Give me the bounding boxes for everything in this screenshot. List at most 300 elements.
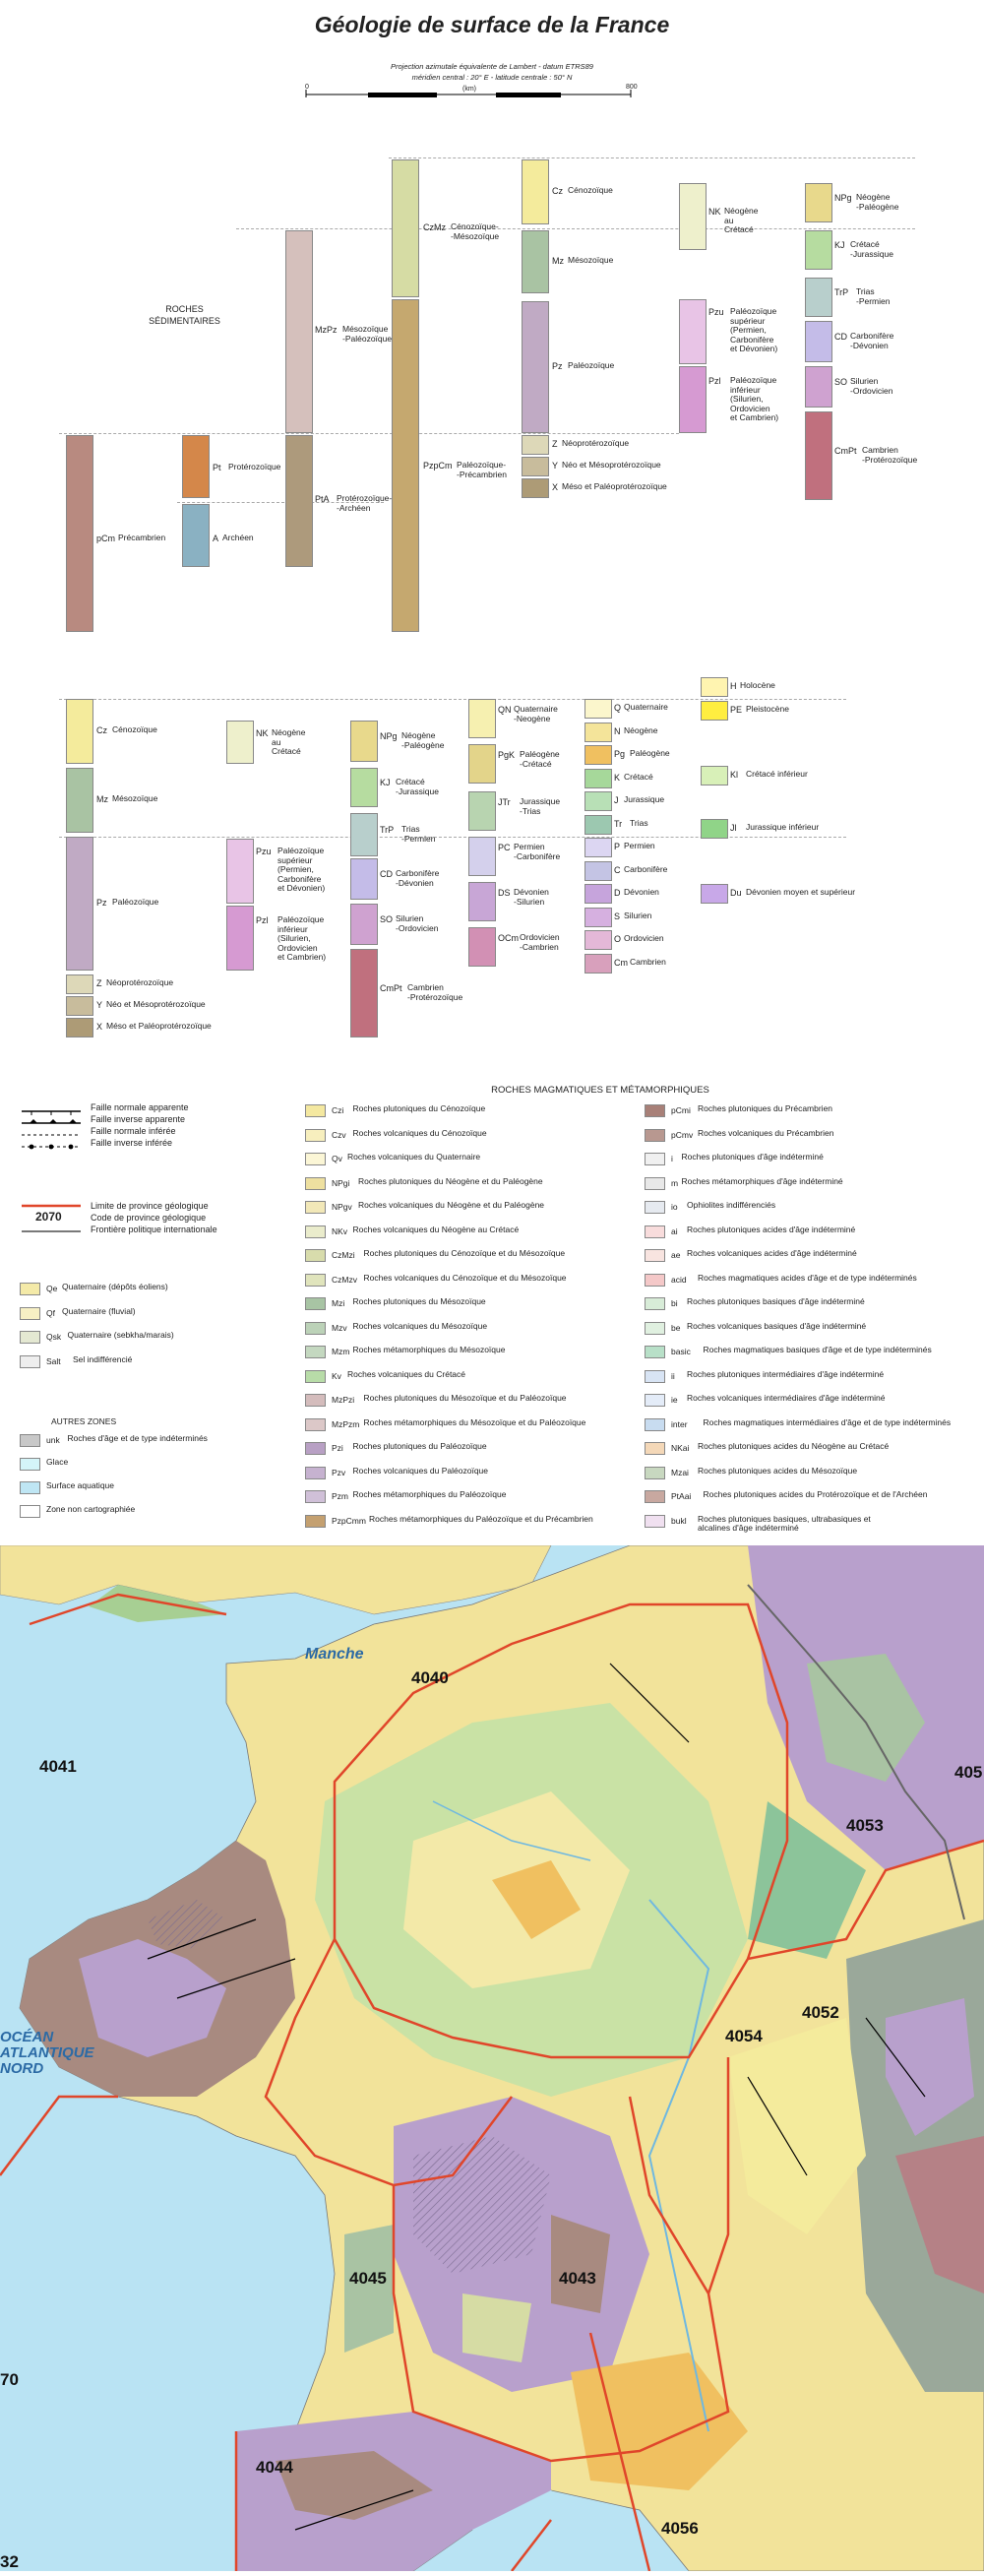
scale-unit: (km) xyxy=(462,86,476,93)
page-title: Géologie de surface de la France xyxy=(314,12,670,37)
c2-colC-0-swatch xyxy=(350,721,378,762)
projection-note xyxy=(0,61,984,83)
scale-start: 0 xyxy=(305,84,309,91)
lm1-label-1: Roches volcaniques du Cénozoïque xyxy=(352,1127,487,1138)
c1-col7-5-label: Cambrien -Protérozoïque xyxy=(862,445,918,465)
lm1-label-11: Roches volcaniques du Crétacé xyxy=(347,1368,466,1379)
lm1-swatch-9 xyxy=(305,1322,326,1335)
lm1-code-15: Pzv xyxy=(332,1467,346,1477)
connector-line xyxy=(59,837,846,838)
c2-colA-5-code: X xyxy=(96,1022,103,1032)
lm1-swatch-5 xyxy=(305,1225,326,1238)
lm2-code-9: be xyxy=(671,1322,681,1333)
c1-czmz-label: Cénozoïque- -Mésozoïque xyxy=(451,221,500,241)
c1-col5-0-label: Cénozoïque xyxy=(568,185,613,195)
lm1-label-16: Roches métamorphiques du Paléozoïque xyxy=(352,1489,507,1499)
c1-col7-5-code: CmPt xyxy=(834,446,857,456)
c2-colE-9-code: S xyxy=(614,911,621,921)
c2-colD-2-code: JTr xyxy=(498,797,511,807)
province-4044: 4044 xyxy=(256,2458,293,2477)
c2-pzl-label: Paléozoïque inférieur (Silurien, Ordovicien et Cambrien) xyxy=(277,914,327,962)
lm1-swatch-16 xyxy=(305,1490,326,1503)
c1-col5-1-label: Mésozoïque xyxy=(568,255,614,265)
c2-colD-4-label: Dévonien -Silurien xyxy=(514,887,549,907)
projection-line-1: Projection azimutale équivalente de Lambert - datum ETRS89 xyxy=(391,62,593,71)
lm1-label-4: Roches volcaniques du Néogène et du Paléogène xyxy=(358,1200,545,1210)
lm2-swatch-2 xyxy=(645,1153,665,1165)
c1-col5-2-swatch xyxy=(522,301,549,433)
lq-code-0: Qe xyxy=(46,1284,58,1293)
c2-colD-5-label: Ordovicien -Cambrien xyxy=(520,932,560,952)
projection-line-2: méridien central : 20° E - latitude centrale : 50° N xyxy=(411,73,573,82)
c1-col5-3-code: Z xyxy=(552,439,558,449)
lm1-code-17: PzpCmm xyxy=(332,1515,366,1526)
lq-swatch-0 xyxy=(20,1283,40,1295)
c2-colD-2-label: Jurassique -Trias xyxy=(520,796,561,816)
c2-pzl-swatch xyxy=(226,906,254,971)
c2-colD-3-swatch xyxy=(468,837,496,876)
c1-col5-2-label: Paléozoïque xyxy=(568,360,615,370)
lm1-swatch-12 xyxy=(305,1394,326,1407)
c2-colC-4-code: SO xyxy=(380,914,394,924)
c2-colE-10-code: O xyxy=(614,934,622,944)
c2-colD-0-swatch xyxy=(468,699,496,738)
lo-label-0: Roches d'âge et de type indéterminés xyxy=(67,1433,208,1443)
c2-colF-4-label: Dévonien moyen et supérieur xyxy=(746,887,856,897)
c2-colE-0-swatch xyxy=(584,699,612,719)
c1-col5-4-label: Néo et Mésoprotérozoïque xyxy=(562,460,661,470)
c2-colA-1-swatch xyxy=(66,768,93,833)
lm2-swatch-9 xyxy=(645,1322,665,1335)
province-70: 70 xyxy=(0,2370,19,2389)
c2-colD-5-code: OCm xyxy=(498,933,519,943)
lm2-swatch-6 xyxy=(645,1249,665,1262)
c1-col5-4-swatch xyxy=(522,457,549,476)
c2-colC-5-code: CmPt xyxy=(380,983,402,993)
c2-nk-code: NK xyxy=(256,728,269,738)
lm1-code-2: Qv xyxy=(332,1154,342,1163)
province-4054: 4054 xyxy=(725,2027,763,2045)
legend-province-1: Limite de province géologique xyxy=(91,1201,209,1211)
c2-colE-1-label: Néogène xyxy=(624,724,658,735)
lm1-code-5: NKv xyxy=(332,1225,348,1236)
c1-col7-4-swatch xyxy=(805,366,832,408)
scale-bar xyxy=(305,85,640,124)
c2-colC-3-code: CD xyxy=(380,869,393,879)
lm2-code-13: inter xyxy=(671,1418,688,1429)
lm1-swatch-8 xyxy=(305,1297,326,1310)
c2-colD-2-swatch xyxy=(468,791,496,831)
c2-colF-4-swatch xyxy=(701,884,728,904)
lm2-label-1: Roches volcaniques du Précambrien xyxy=(698,1127,834,1138)
lm1-code-1: Czv xyxy=(332,1129,346,1140)
c2-colD-5-swatch xyxy=(468,927,496,967)
c1-col7-2-code: TrP xyxy=(834,287,849,297)
c2-colD-0-code: QN xyxy=(498,705,512,715)
c2-colE-10-swatch xyxy=(584,930,612,950)
c2-nk-label: Néogène au Crétacé xyxy=(272,727,306,756)
lm2-code-5: ai xyxy=(671,1225,678,1236)
c1-pta-swatch xyxy=(285,435,313,567)
c2-colA-4-code: Y xyxy=(96,1000,103,1010)
lm1-label-8: Roches plutoniques du Mésozoïque xyxy=(352,1296,486,1306)
lm1-label-6: Roches plutoniques du Cénozoïque et du Mésozoïque xyxy=(363,1248,566,1258)
lq-label-3: Sel indifférencié xyxy=(73,1353,133,1364)
c2-colC-1-label: Crétacé -Jurassique xyxy=(396,777,439,796)
c1-col7-1-code: KJ xyxy=(834,240,845,250)
lm2-label-0: Roches plutoniques du Précambrien xyxy=(698,1103,833,1113)
c2-colE-11-swatch xyxy=(584,954,612,974)
c2-colE-0-label: Quaternaire xyxy=(624,702,668,712)
fault-symbols xyxy=(22,1107,83,1157)
lm2-swatch-7 xyxy=(645,1274,665,1287)
c2-colA-3-swatch xyxy=(66,974,93,994)
lo-code-0: unk xyxy=(46,1435,60,1445)
lm2-label-11: Roches plutoniques intermédiaires d'âge indéterminé xyxy=(687,1368,885,1379)
c2-colE-10-label: Ordovicien xyxy=(624,933,664,943)
province-405: 405 xyxy=(954,1763,983,1782)
lm1-swatch-6 xyxy=(305,1249,326,1262)
c1-pzl-swatch xyxy=(679,366,707,433)
legend-fault-1: Faille normale apparente xyxy=(91,1102,189,1112)
lm2-code-11: ii xyxy=(671,1370,675,1381)
lq-swatch-1 xyxy=(20,1307,40,1320)
other-heading: AUTRES ZONES xyxy=(51,1416,117,1426)
legend xyxy=(0,1078,984,1540)
c1-pta-label: Protérozoïque- -Archéen xyxy=(337,493,393,513)
lm1-swatch-7 xyxy=(305,1274,326,1287)
c1-pzu-label: Paléozoïque supérieur (Permien, Carbonifère et Dévonien) xyxy=(730,306,778,353)
c2-colF-0-code: H xyxy=(730,681,737,691)
c2-colA-1-code: Mz xyxy=(96,794,108,804)
c2-colE-3-swatch xyxy=(584,769,612,788)
c2-colE-5-swatch xyxy=(584,815,612,835)
c2-colE-5-code: Tr xyxy=(614,818,623,829)
c2-colF-3-swatch xyxy=(701,819,728,839)
lm2-swatch-12 xyxy=(645,1394,665,1407)
c2-colA-4-label: Néo et Mésoprotérozoïque xyxy=(106,999,206,1009)
c2-colE-7-label: Carbonifère xyxy=(624,863,668,874)
c1-pcm-code: pCm xyxy=(96,534,116,543)
sedimentary-detail-chart xyxy=(0,669,984,1043)
c2-pzu-code: Pzu xyxy=(256,847,272,856)
c2-colA-3-label: Néoprotérozoïque xyxy=(106,977,174,987)
lm1-swatch-10 xyxy=(305,1346,326,1358)
lm2-code-2: i xyxy=(671,1154,673,1163)
lm1-swatch-4 xyxy=(305,1201,326,1214)
lm1-swatch-1 xyxy=(305,1129,326,1142)
lm2-label-10: Roches magmatiques basiques d'âge et de type indéterminés xyxy=(703,1345,932,1354)
c1-col7-5-swatch xyxy=(805,411,832,500)
c2-colA-2-swatch xyxy=(66,837,93,971)
c2-colE-6-label: Permien xyxy=(624,841,655,850)
c1-col7-4-code: SO xyxy=(834,377,848,387)
lm1-swatch-11 xyxy=(305,1370,326,1383)
lm1-code-10: Mzm xyxy=(332,1347,350,1356)
c2-colC-3-label: Carbonifère -Dévonien xyxy=(396,868,440,888)
c2-colE-11-label: Cambrien xyxy=(630,956,666,967)
c2-colC-1-swatch xyxy=(350,768,378,807)
c2-colC-5-label: Cambrien -Protérozoïque xyxy=(407,982,463,1002)
lm2-label-8: Roches plutoniques basiques d'âge indéterminé xyxy=(687,1296,865,1306)
c1-pzpcm-code: PzpCm xyxy=(423,461,453,471)
c2-colE-1-code: N xyxy=(614,725,621,736)
province-4053: 4053 xyxy=(846,1816,884,1835)
c1-mzpz-label: Mésozoïque -Paléozoïque xyxy=(342,324,393,344)
lm2-code-8: bi xyxy=(671,1298,678,1308)
c2-colA-0-swatch xyxy=(66,699,93,764)
c1-col7-2-label: Trias -Permien xyxy=(856,286,891,306)
province-4043: 4043 xyxy=(559,2269,596,2288)
lm2-label-16: Roches plutoniques acides du Protérozoïque et de l'Archéen xyxy=(703,1489,928,1499)
scale-end: 800 xyxy=(626,84,638,91)
c2-colD-3-code: PC xyxy=(498,843,511,852)
c2-colD-1-code: PgK xyxy=(498,750,516,760)
lm2-code-3: m xyxy=(671,1177,679,1188)
c2-colC-4-label: Silurien -Ordovicien xyxy=(396,913,439,933)
c2-colE-3-code: K xyxy=(614,772,621,783)
c2-colD-4-swatch xyxy=(468,882,496,921)
c2-colF-0-label: Holocène xyxy=(740,680,775,690)
c1-col7-3-code: CD xyxy=(834,332,847,342)
c2-colD-3-label: Permien -Carbonifère xyxy=(514,842,561,861)
lm2-code-10: basic xyxy=(671,1347,691,1356)
sedimentary-chart xyxy=(0,148,984,650)
lm1-label-14: Roches plutoniques du Paléozoïque xyxy=(352,1441,487,1451)
lm2-label-12: Roches volcaniques intermédiaires d'âge indéterminé xyxy=(687,1393,886,1403)
c2-colE-8-label: Dévonien xyxy=(624,887,659,897)
province-4052: 4052 xyxy=(802,2003,839,2022)
lm2-code-1: pCmv xyxy=(671,1129,694,1140)
c2-colE-7-swatch xyxy=(584,861,612,881)
c2-colF-1-label: Pleistocène xyxy=(746,704,789,714)
lm2-swatch-4 xyxy=(645,1201,665,1214)
c2-colD-0-label: Quaternaire -Neogène xyxy=(514,704,558,723)
c2-colE-8-swatch xyxy=(584,884,612,904)
lm1-swatch-15 xyxy=(305,1467,326,1479)
c1-pzu-swatch xyxy=(679,299,707,364)
lq-swatch-3 xyxy=(20,1355,40,1368)
c1-col7-1-label: Crétacé -Jurassique xyxy=(850,239,893,259)
c2-colC-0-label: Néogène -Paléogène xyxy=(401,730,445,750)
c2-colA-1-label: Mésozoïque xyxy=(112,793,158,803)
lm1-label-13: Roches métamorphiques du Mésozoïque et du Paléozoïque xyxy=(363,1416,586,1427)
lm1-label-17: Roches métamorphiques du Paléozoïque et du Précambrien xyxy=(369,1513,593,1524)
geology-map[interactable] xyxy=(0,1545,984,2571)
c1-pta-code: PtA xyxy=(315,494,330,504)
lm2-swatch-10 xyxy=(645,1346,665,1358)
c2-colE-0-code: Q xyxy=(614,703,622,713)
lm2-label-7: Roches magmatiques acides d'âge et de type indéterminés xyxy=(698,1272,917,1283)
connector-line xyxy=(59,699,846,700)
c2-colE-4-label: Jurassique xyxy=(624,794,665,804)
lo-swatch-1 xyxy=(20,1458,40,1471)
lm1-code-9: Mzv xyxy=(332,1322,347,1333)
lq-swatch-2 xyxy=(20,1331,40,1344)
lm2-label-15: Roches plutoniques acides du Mésozoïque xyxy=(698,1465,858,1476)
c2-colA-2-code: Pz xyxy=(96,898,107,908)
lm2-swatch-15 xyxy=(645,1467,665,1479)
lm1-label-0: Roches plutoniques du Cénozoïque xyxy=(352,1103,486,1113)
c2-colD-1-label: Paléogène -Crétacé xyxy=(520,749,560,769)
c2-pzu-swatch xyxy=(226,839,254,904)
c1-pt-code: Pt xyxy=(213,463,221,472)
lm1-swatch-13 xyxy=(305,1418,326,1431)
c1-pzpcm-swatch xyxy=(392,299,419,632)
lm2-code-14: NKai xyxy=(671,1443,690,1453)
c2-pzu-label: Paléozoïque supérieur (Permien, Carbonifère et Dévonien) xyxy=(277,846,326,893)
lm1-code-3: NPgi xyxy=(332,1177,350,1188)
lm2-label-13: Roches magmatiques intermédiaires d'âge et de type indéterminés xyxy=(703,1416,952,1427)
c1-col5-1-swatch xyxy=(522,230,549,293)
sedimentary-heading: ROCHES SÉDIMENTAIRES xyxy=(149,304,220,326)
lm2-label-9: Roches volcaniques basiques d'âge indéterminé xyxy=(687,1320,867,1331)
c1-a-swatch xyxy=(182,504,210,567)
c2-colF-4-code: Du xyxy=(730,888,742,898)
lm2-code-4: io xyxy=(671,1202,678,1212)
c1-col5-5-swatch xyxy=(522,478,549,498)
c1-col5-3-swatch xyxy=(522,435,549,455)
lo-label-1: Glace xyxy=(46,1457,69,1467)
lm2-code-12: ie xyxy=(671,1395,678,1405)
c2-colE-8-code: D xyxy=(614,888,621,898)
c1-czmz-swatch xyxy=(392,159,419,297)
lm1-code-6: CzMzi xyxy=(332,1250,355,1260)
c1-col5-0-swatch xyxy=(522,159,549,224)
connector-line xyxy=(59,433,679,434)
c1-col5-4-code: Y xyxy=(552,461,559,471)
atlantic-label: OCÉAN ATLANTIQUE NORD xyxy=(0,2029,94,2077)
province-32: 32 xyxy=(0,2552,19,2571)
c2-colE-11-code: Cm xyxy=(614,957,628,968)
c1-mzpz-code: MzPz xyxy=(315,325,338,335)
c2-colE-4-code: J xyxy=(614,795,619,805)
c1-col7-0-code: NPg xyxy=(834,193,852,203)
c1-pzu-code: Pzu xyxy=(708,307,724,317)
legend-fault-3: Faille normale inférée xyxy=(91,1126,176,1136)
lm1-code-11: Kv xyxy=(332,1370,341,1381)
c2-colF-3-code: Jl xyxy=(730,823,737,833)
c2-colD-1-swatch xyxy=(468,744,496,784)
lo-swatch-0 xyxy=(20,1434,40,1447)
c1-a-code: A xyxy=(213,534,219,543)
lm1-swatch-14 xyxy=(305,1442,326,1455)
lm1-code-12: MzPzi xyxy=(332,1395,355,1405)
lm2-code-15: Mzai xyxy=(671,1467,689,1477)
c2-colE-1-swatch xyxy=(584,723,612,742)
c2-pzl-code: Pzl xyxy=(256,915,269,925)
lm2-swatch-0 xyxy=(645,1104,665,1117)
c1-col7-4-label: Silurien -Ordovicien xyxy=(850,376,893,396)
c2-colD-4-code: DS xyxy=(498,888,511,898)
c2-colE-2-swatch xyxy=(584,745,612,765)
c2-colA-5-label: Méso et Paléoprotérozoïque xyxy=(106,1021,212,1031)
lm2-swatch-17 xyxy=(645,1515,665,1528)
lm1-label-12: Roches plutoniques du Mésozoïque et du Paléozoïque xyxy=(363,1393,567,1403)
c1-col5-2-code: Pz xyxy=(552,361,563,371)
magmatic-heading: ROCHES MAGMATIQUES ET MÉTAMORPHIQUES xyxy=(491,1085,709,1096)
lm1-label-15: Roches volcaniques du Paléozoïque xyxy=(352,1465,489,1476)
lm2-code-17: bukl xyxy=(671,1515,687,1526)
c2-colE-6-code: P xyxy=(614,842,621,851)
c2-colC-0-code: NPg xyxy=(380,731,398,741)
lm2-label-14: Roches plutoniques acides du Néogène au Crétacé xyxy=(698,1441,890,1451)
lm1-code-13: MzPzm xyxy=(332,1418,360,1429)
lm2-swatch-5 xyxy=(645,1225,665,1238)
c2-colF-2-label: Crétacé inférieur xyxy=(746,769,808,779)
lm2-code-16: PtAai xyxy=(671,1491,692,1501)
connector-line xyxy=(236,228,915,229)
c2-colA-0-code: Cz xyxy=(96,725,107,735)
legend-fault-4: Faille inverse inférée xyxy=(91,1138,173,1148)
c2-colE-6-swatch xyxy=(584,838,612,857)
lo-label-2: Surface aquatique xyxy=(46,1480,114,1490)
c1-col5-1-code: Mz xyxy=(552,256,564,266)
lm1-label-10: Roches métamorphiques du Mésozoïque xyxy=(352,1345,506,1354)
lm1-label-7: Roches volcaniques du Cénozoïque et du Mésozoïque xyxy=(363,1272,567,1283)
lm2-code-7: acid xyxy=(671,1274,687,1285)
province-4045: 4045 xyxy=(349,2269,387,2288)
lm2-swatch-14 xyxy=(645,1442,665,1455)
c1-col7-3-label: Carbonifère -Dévonien xyxy=(850,331,894,350)
c1-pt-label: Protérozoïque xyxy=(228,462,281,471)
c2-colE-5-label: Trias xyxy=(630,817,648,828)
c2-colC-2-code: TrP xyxy=(380,825,395,835)
lq-label-1: Quaternaire (fluvial) xyxy=(62,1305,136,1316)
c2-colA-5-swatch xyxy=(66,1018,93,1037)
sea-label-manche: Manche xyxy=(305,1646,364,1663)
lm2-label-17: Roches plutoniques basiques, ultrabasiques et alcalines d'âge indéterminé xyxy=(698,1513,871,1533)
c2-colC-2-label: Trias -Permien xyxy=(401,824,436,844)
lm2-code-6: ae xyxy=(671,1250,681,1260)
c2-colC-2-swatch xyxy=(350,813,378,856)
lm1-code-0: Czi xyxy=(332,1105,344,1115)
c1-col7-0-swatch xyxy=(805,183,832,222)
lm2-label-5: Roches plutoniques acides d'âge indéterminé xyxy=(687,1224,856,1234)
lm1-label-9: Roches volcaniques du Mésozoïque xyxy=(352,1320,488,1331)
province-4040: 4040 xyxy=(411,1668,449,1687)
lm2-code-0: pCmi xyxy=(671,1105,691,1115)
c2-colF-1-swatch xyxy=(701,701,728,721)
c1-pcm-label: Précambrien xyxy=(118,533,166,542)
c1-col7-1-swatch xyxy=(805,230,832,270)
c2-colE-3-label: Crétacé xyxy=(624,771,653,782)
lm2-swatch-3 xyxy=(645,1177,665,1190)
c1-col7-0-label: Néogène -Paléogène xyxy=(856,192,899,212)
lq-code-3: Salt xyxy=(46,1355,61,1366)
c1-pzl-label: Paléozoïque inférieur (Silurien, Ordovicien et Cambrien) xyxy=(730,375,779,422)
lm1-label-2: Roches volcaniques du Quaternaire xyxy=(347,1152,481,1162)
lo-label-3: Zone non cartographiée xyxy=(46,1504,136,1514)
lm1-swatch-0 xyxy=(305,1104,326,1117)
connector-line xyxy=(389,157,915,158)
c1-col7-3-swatch xyxy=(805,321,832,362)
lo-swatch-2 xyxy=(20,1481,40,1494)
c2-colC-1-code: KJ xyxy=(380,778,391,787)
legend-province-2: Code de province géologique xyxy=(91,1213,207,1223)
c2-colF-0-swatch xyxy=(701,677,728,697)
c1-col5-3-label: Néoprotérozoïque xyxy=(562,438,630,448)
lq-label-2: Quaternaire (sebkha/marais) xyxy=(67,1330,174,1340)
lm2-label-3: Roches métamorphiques d'âge indéterminé xyxy=(681,1175,843,1186)
c2-colC-5-swatch xyxy=(350,949,378,1037)
lm2-swatch-11 xyxy=(645,1370,665,1383)
c1-pzl-code: Pzl xyxy=(708,376,721,386)
c2-colF-3-label: Jurassique inférieur xyxy=(746,822,820,832)
c2-colE-2-label: Paléogène xyxy=(630,748,670,758)
c1-pt-swatch xyxy=(182,435,210,498)
c1-a-label: Archéen xyxy=(222,533,254,542)
